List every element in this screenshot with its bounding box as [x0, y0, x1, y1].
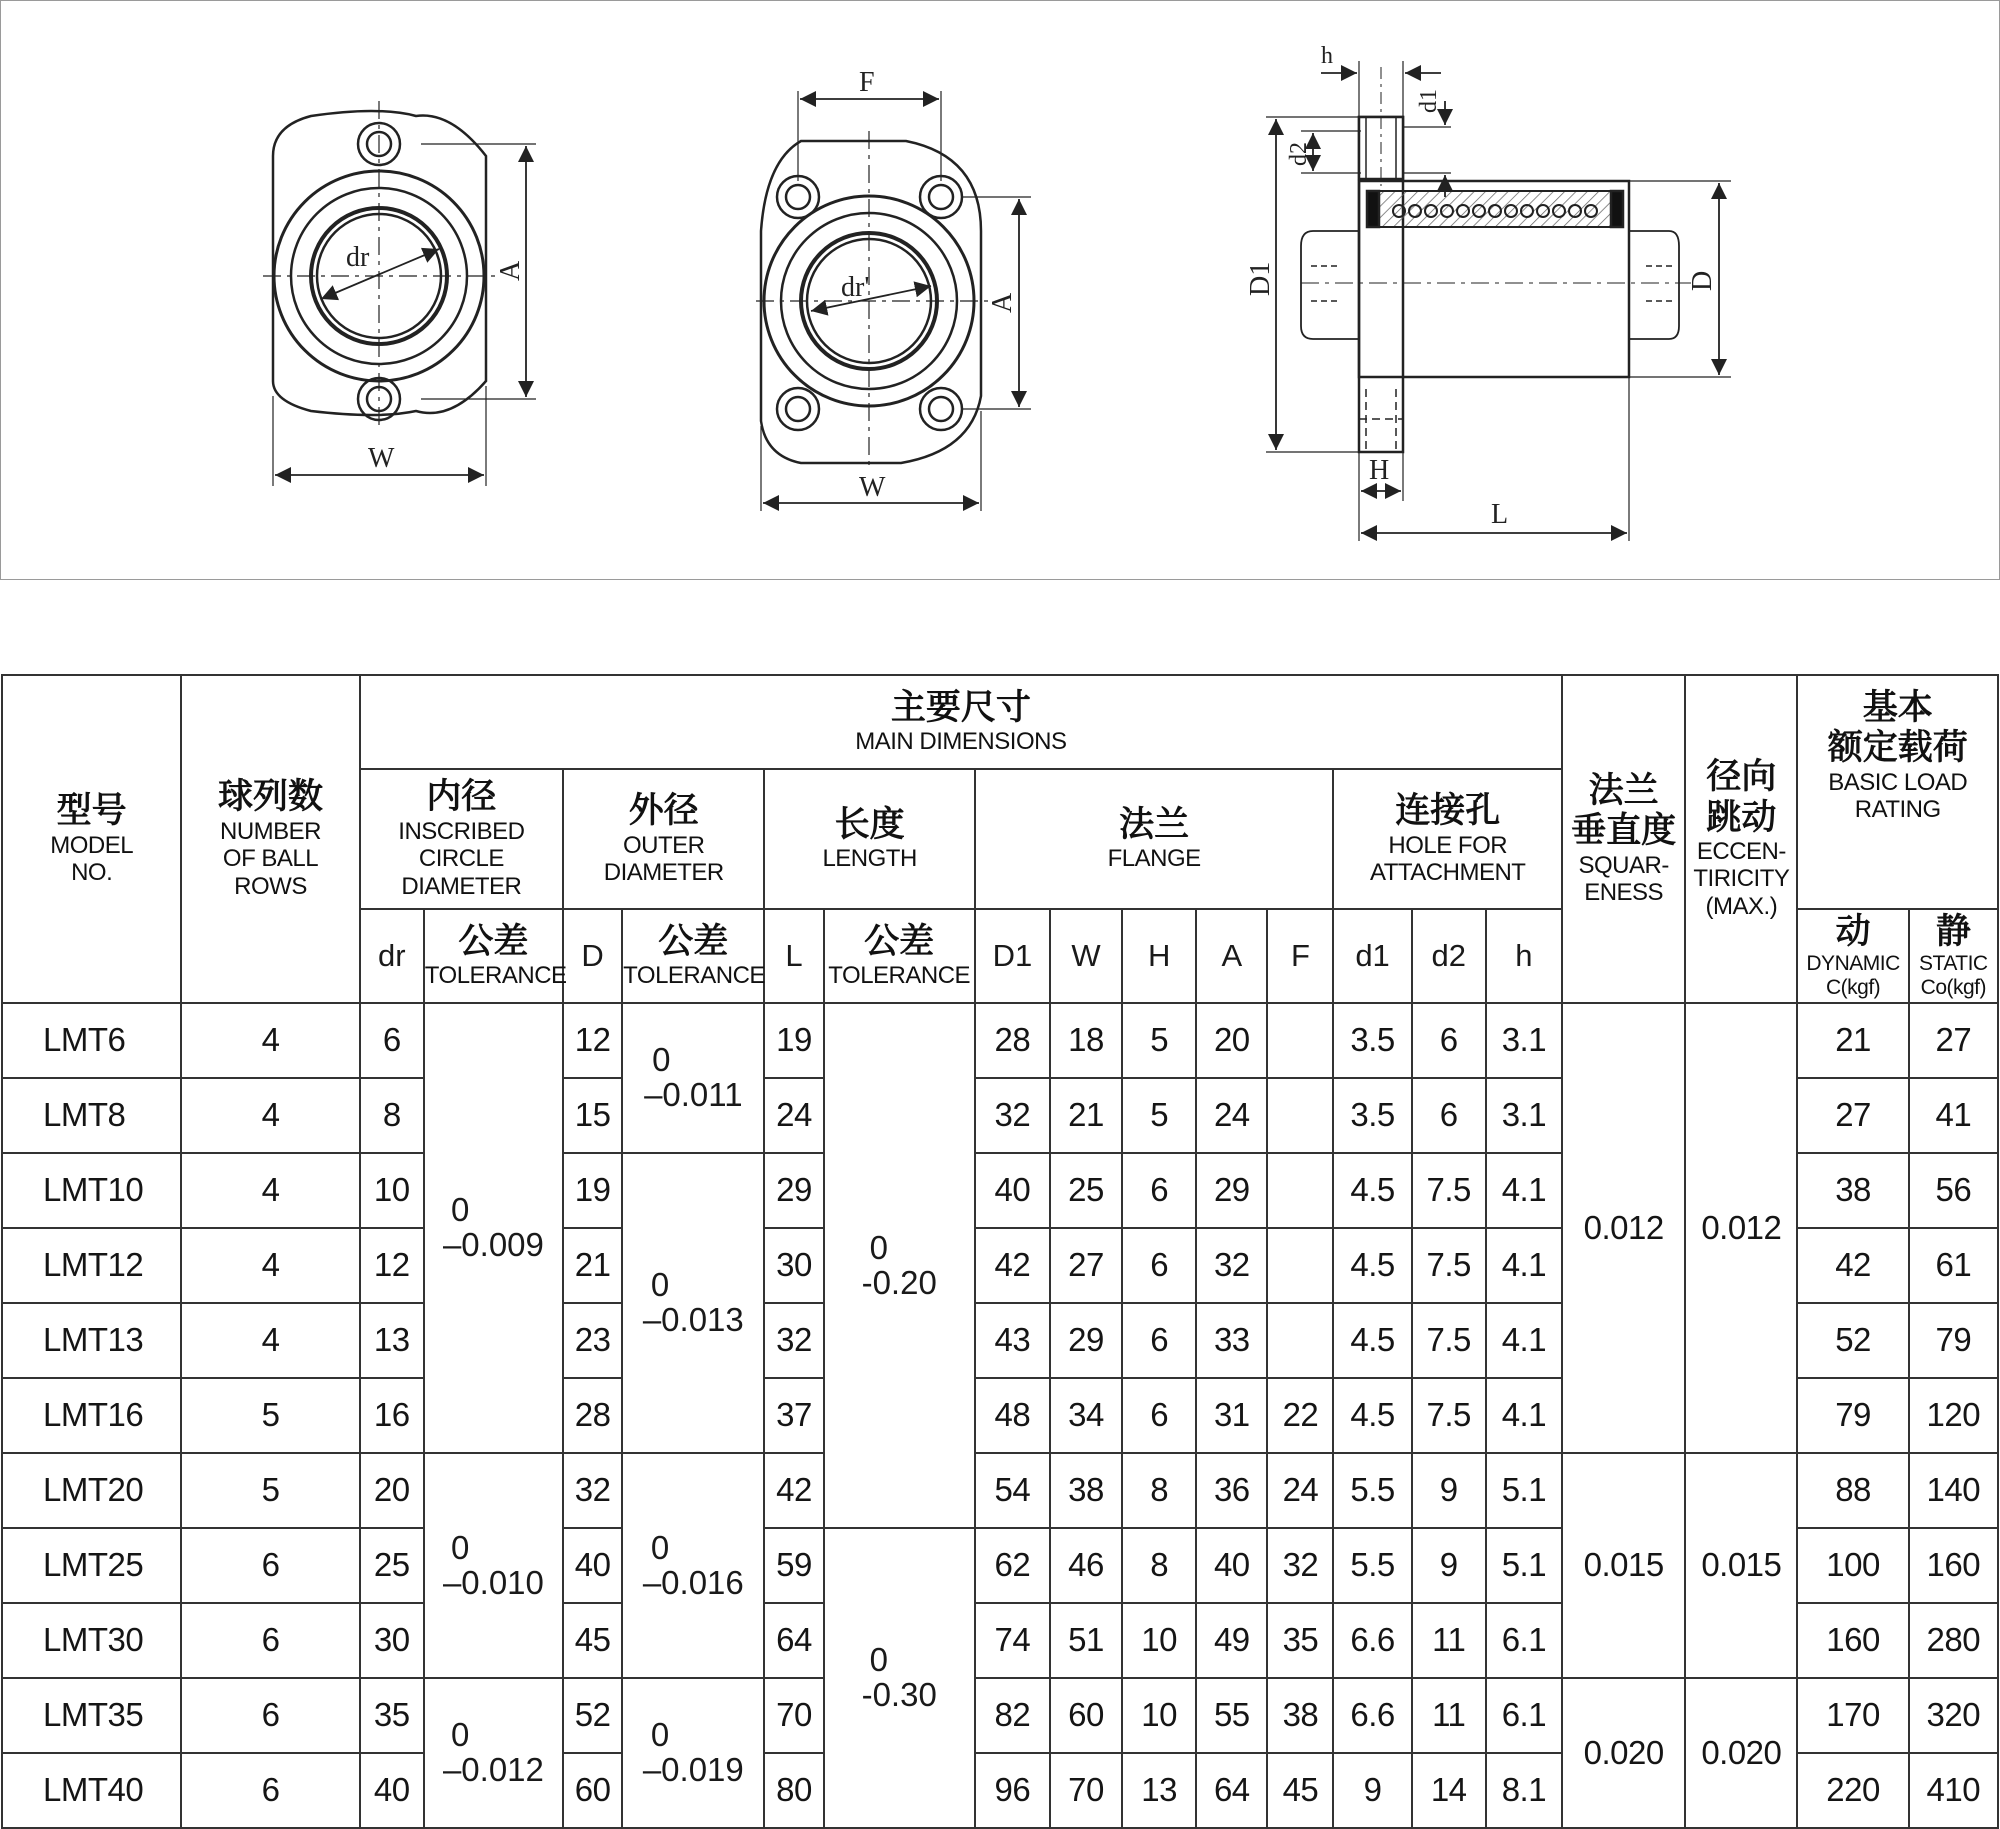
cell-balls: 6: [181, 1603, 359, 1678]
cell-dr: 35: [360, 1678, 424, 1753]
cell-dynamic: 38: [1797, 1153, 1908, 1228]
cell-d: 23: [563, 1303, 622, 1378]
cell-model: LMT30: [2, 1603, 181, 1678]
cell-d1-upper: 74: [975, 1603, 1050, 1678]
cell-model: LMT10: [2, 1153, 181, 1228]
l-label-side: L: [1491, 499, 1509, 530]
cell-dr: 25: [360, 1528, 424, 1603]
cell-h-upper: 10: [1122, 1603, 1196, 1678]
col-h: h: [1486, 909, 1562, 1003]
cell-d: 21: [563, 1228, 622, 1303]
cell-l: 30: [764, 1228, 823, 1303]
cell-f: 32: [1267, 1528, 1333, 1603]
cell-d: 52: [563, 1678, 622, 1753]
col-dr: dr: [360, 909, 424, 1003]
h-upper-label: H: [1369, 455, 1390, 486]
cell-d2: 11: [1412, 1678, 1486, 1753]
cell-l: 59: [764, 1528, 823, 1603]
cell-w: 34: [1050, 1378, 1122, 1453]
cell-d-tolerance: 0 –0.011: [622, 1003, 764, 1153]
cell-h: 4.1: [1486, 1228, 1562, 1303]
a-label-view1: A: [495, 260, 526, 281]
cell-f: [1267, 1153, 1333, 1228]
cell-d-tolerance: 0 –0.013: [622, 1153, 764, 1453]
cell-h: 3.1: [1486, 1003, 1562, 1078]
cell-d: 32: [563, 1453, 622, 1528]
squareness-header: 法兰 垂直度 SQUAR- ENESS: [1562, 675, 1685, 1003]
cell-h: 3.1: [1486, 1078, 1562, 1153]
cell-d1-upper: 48: [975, 1378, 1050, 1453]
cell-dr: 16: [360, 1378, 424, 1453]
cell-model: LMT25: [2, 1528, 181, 1603]
cell-d1: 4.5: [1333, 1153, 1411, 1228]
cell-dr: 30: [360, 1603, 424, 1678]
length-header: 长度 LENGTH: [764, 769, 974, 909]
cell-static: 27: [1909, 1003, 1998, 1078]
cell-d2: 9: [1412, 1528, 1486, 1603]
table-row: [2, 1453, 1998, 1528]
cell-l: 24: [764, 1078, 823, 1153]
cell-static: 56: [1909, 1153, 1998, 1228]
cell-d: 40: [563, 1528, 622, 1603]
cell-l: 19: [764, 1003, 823, 1078]
cell-a: 29: [1196, 1153, 1267, 1228]
dr-prime-label: dr': [841, 272, 870, 303]
cell-d1-upper: 43: [975, 1303, 1050, 1378]
cell-dynamic: 160: [1797, 1603, 1908, 1678]
col-d1-upper: D1: [975, 909, 1050, 1003]
cell-static: 79: [1909, 1303, 1998, 1378]
cell-d1: 3.5: [1333, 1003, 1411, 1078]
cell-dr: 8: [360, 1078, 424, 1153]
front-view-two-hole: [263, 101, 536, 486]
cell-a: 55: [1196, 1678, 1267, 1753]
cell-static: 61: [1909, 1228, 1998, 1303]
cell-dynamic: 27: [1797, 1078, 1908, 1153]
col-static: 静 STATIC Co(kgf): [1909, 909, 1998, 1003]
cell-a: 24: [1196, 1078, 1267, 1153]
eccentricity-header: 径向 跳动 ECCEN- TIRICITY (MAX.): [1685, 675, 1797, 1003]
cell-w: 60: [1050, 1678, 1122, 1753]
cell-static: 140: [1909, 1453, 1998, 1528]
cell-static: 120: [1909, 1378, 1998, 1453]
model-header: 型号 MODEL NO.: [2, 675, 181, 1003]
cell-d1-upper: 62: [975, 1528, 1050, 1603]
col-d2: d2: [1412, 909, 1486, 1003]
outer-diameter-header: 外径 OUTER DIAMETER: [563, 769, 764, 909]
d2-label: d2: [1286, 142, 1312, 166]
cell-d1-upper: 54: [975, 1453, 1050, 1528]
col-f: F: [1267, 909, 1333, 1003]
cell-l: 37: [764, 1378, 823, 1453]
cell-d1-upper: 28: [975, 1003, 1050, 1078]
side-section-view: [1266, 61, 1731, 541]
cell-model: LMT16: [2, 1378, 181, 1453]
cell-static: 41: [1909, 1078, 1998, 1153]
cell-dr: 6: [360, 1003, 424, 1078]
cell-squareness: 0.015: [1562, 1453, 1685, 1678]
ball-rows-header: 球列数 NUMBER OF BALL ROWS: [181, 675, 359, 1003]
cell-l: 64: [764, 1603, 823, 1678]
cell-h-upper: 5: [1122, 1078, 1196, 1153]
table-row: [2, 1678, 1998, 1753]
cell-w: 21: [1050, 1078, 1122, 1153]
cell-eccentricity: 0.020: [1685, 1678, 1797, 1828]
col-d-tolerance: 公差 TOLERANCE: [622, 909, 764, 1003]
cell-l: 32: [764, 1303, 823, 1378]
col-d1: d1: [1333, 909, 1411, 1003]
cell-static: 320: [1909, 1678, 1998, 1753]
cell-model: LMT13: [2, 1303, 181, 1378]
cell-eccentricity: 0.012: [1685, 1003, 1797, 1453]
cell-balls: 4: [181, 1153, 359, 1228]
cell-model: LMT12: [2, 1228, 181, 1303]
cell-w: 27: [1050, 1228, 1122, 1303]
cell-d1-upper: 40: [975, 1153, 1050, 1228]
cell-d2: 7.5: [1412, 1228, 1486, 1303]
col-dr-tolerance: 公差 TOLERANCE: [424, 909, 563, 1003]
cell-h-upper: 13: [1122, 1753, 1196, 1828]
cell-h-upper: 10: [1122, 1678, 1196, 1753]
cell-model: LMT8: [2, 1078, 181, 1153]
cell-l: 29: [764, 1153, 823, 1228]
inscribed-header: 内径 INSCRIBED CIRCLE DIAMETER: [360, 769, 563, 909]
load-rating-header: 基本 额定载荷 BASIC LOAD RATING: [1797, 675, 1998, 909]
w-label-view2: W: [859, 472, 886, 503]
cell-d2: 9: [1412, 1453, 1486, 1528]
cell-h: 5.1: [1486, 1453, 1562, 1528]
cell-h-upper: 8: [1122, 1528, 1196, 1603]
cell-dynamic: 100: [1797, 1528, 1908, 1603]
h-label-side: h: [1321, 43, 1333, 69]
cell-dynamic: 220: [1797, 1753, 1908, 1828]
cell-d2: 7.5: [1412, 1303, 1486, 1378]
cell-dynamic: 52: [1797, 1303, 1908, 1378]
cell-d1: 5.5: [1333, 1528, 1411, 1603]
cell-w: 51: [1050, 1603, 1122, 1678]
cell-h-upper: 6: [1122, 1303, 1196, 1378]
cell-d1: 4.5: [1333, 1228, 1411, 1303]
cell-static: 160: [1909, 1528, 1998, 1603]
cell-l-tolerance: 0 -0.20: [824, 1003, 975, 1528]
cell-d1: 5.5: [1333, 1453, 1411, 1528]
cell-d2: 11: [1412, 1603, 1486, 1678]
cell-balls: 4: [181, 1003, 359, 1078]
cell-dr-tolerance: 0 –0.012: [424, 1678, 563, 1828]
cell-dr-tolerance: 0 –0.010: [424, 1453, 563, 1678]
cell-model: LMT20: [2, 1453, 181, 1528]
cell-l: 80: [764, 1753, 823, 1828]
cell-w: 46: [1050, 1528, 1122, 1603]
d1-upper-label: D1: [1245, 261, 1276, 296]
flange-header: 法兰 FLANGE: [975, 769, 1334, 909]
col-l-tolerance: 公差 TOLERANCE: [824, 909, 975, 1003]
cell-a: 40: [1196, 1528, 1267, 1603]
cell-h-upper: 5: [1122, 1003, 1196, 1078]
cell-h-upper: 6: [1122, 1378, 1196, 1453]
a-label-view2: A: [987, 292, 1018, 313]
cell-static: 280: [1909, 1603, 1998, 1678]
cell-h: 4.1: [1486, 1303, 1562, 1378]
cell-h-upper: 8: [1122, 1453, 1196, 1528]
table-row: [2, 1003, 1998, 1078]
cell-d-tolerance: 0 –0.016: [622, 1453, 764, 1678]
cell-d1: 4.5: [1333, 1378, 1411, 1453]
cell-a: 64: [1196, 1753, 1267, 1828]
cell-d1-upper: 42: [975, 1228, 1050, 1303]
d1-label: d1: [1416, 89, 1442, 113]
cell-model: LMT35: [2, 1678, 181, 1753]
col-a: A: [1196, 909, 1267, 1003]
cell-d: 60: [563, 1753, 622, 1828]
cell-f: 35: [1267, 1603, 1333, 1678]
drawing-panel: [0, 0, 2000, 580]
cell-balls: 6: [181, 1528, 359, 1603]
cell-f: 45: [1267, 1753, 1333, 1828]
col-h-upper: H: [1122, 909, 1196, 1003]
cell-balls: 6: [181, 1753, 359, 1828]
cell-d1-upper: 96: [975, 1753, 1050, 1828]
cell-a: 32: [1196, 1228, 1267, 1303]
cell-dr: 12: [360, 1228, 424, 1303]
cell-model: LMT6: [2, 1003, 181, 1078]
w-label-view1: W: [368, 443, 395, 474]
cell-a: 36: [1196, 1453, 1267, 1528]
cell-balls: 4: [181, 1303, 359, 1378]
technical-drawing: [1, 1, 1999, 579]
cell-a: 31: [1196, 1378, 1267, 1453]
cell-f: 38: [1267, 1678, 1333, 1753]
cell-balls: 5: [181, 1453, 359, 1528]
cell-w: 25: [1050, 1153, 1122, 1228]
cell-d-tolerance: 0 –0.019: [622, 1678, 764, 1828]
cell-f: 22: [1267, 1378, 1333, 1453]
cell-dr: 13: [360, 1303, 424, 1378]
cell-f: [1267, 1303, 1333, 1378]
cell-a: 33: [1196, 1303, 1267, 1378]
cell-l-tolerance: 0 -0.30: [824, 1528, 975, 1828]
cell-d: 28: [563, 1378, 622, 1453]
cell-static: 410: [1909, 1753, 1998, 1828]
cell-l: 42: [764, 1453, 823, 1528]
cell-a: 49: [1196, 1603, 1267, 1678]
cell-h: 8.1: [1486, 1753, 1562, 1828]
cell-d2: 14: [1412, 1753, 1486, 1828]
cell-f: 24: [1267, 1453, 1333, 1528]
cell-h-upper: 6: [1122, 1228, 1196, 1303]
cell-dr: 40: [360, 1753, 424, 1828]
cell-dynamic: 42: [1797, 1228, 1908, 1303]
cell-d2: 6: [1412, 1078, 1486, 1153]
cell-dr: 20: [360, 1453, 424, 1528]
cell-dynamic: 21: [1797, 1003, 1908, 1078]
cell-h: 4.1: [1486, 1378, 1562, 1453]
spec-table: [1, 674, 1999, 1829]
cell-d1-upper: 32: [975, 1078, 1050, 1153]
cell-h: 6.1: [1486, 1603, 1562, 1678]
cell-d: 12: [563, 1003, 622, 1078]
cell-d: 15: [563, 1078, 622, 1153]
cell-d2: 7.5: [1412, 1378, 1486, 1453]
col-w: W: [1050, 909, 1122, 1003]
cell-d1: 3.5: [1333, 1078, 1411, 1153]
cell-h: 4.1: [1486, 1153, 1562, 1228]
f-label: F: [859, 67, 875, 98]
cell-h: 6.1: [1486, 1678, 1562, 1753]
cell-d: 45: [563, 1603, 622, 1678]
cell-eccentricity: 0.015: [1685, 1453, 1797, 1678]
cell-d1-upper: 82: [975, 1678, 1050, 1753]
cell-balls: 5: [181, 1378, 359, 1453]
cell-w: 29: [1050, 1303, 1122, 1378]
cell-h-upper: 6: [1122, 1153, 1196, 1228]
cell-balls: 4: [181, 1078, 359, 1153]
hole-header: 连接孔 HOLE FOR ATTACHMENT: [1333, 769, 1562, 909]
cell-l: 70: [764, 1678, 823, 1753]
cell-w: 18: [1050, 1003, 1122, 1078]
cell-d2: 6: [1412, 1003, 1486, 1078]
cell-d1: 4.5: [1333, 1303, 1411, 1378]
cell-d: 19: [563, 1153, 622, 1228]
cell-w: 38: [1050, 1453, 1122, 1528]
cell-model: LMT40: [2, 1753, 181, 1828]
cell-dr: 10: [360, 1153, 424, 1228]
cell-d1: 6.6: [1333, 1678, 1411, 1753]
cell-f: [1267, 1003, 1333, 1078]
cell-h: 5.1: [1486, 1528, 1562, 1603]
cell-d1: 9: [1333, 1753, 1411, 1828]
col-dynamic: 动 DYNAMIC C(kgf): [1797, 909, 1908, 1003]
cell-dynamic: 79: [1797, 1378, 1908, 1453]
cell-squareness: 0.020: [1562, 1678, 1685, 1828]
cell-d1: 6.6: [1333, 1603, 1411, 1678]
col-d: D: [563, 909, 622, 1003]
main-dimensions-header: 主要尺寸 MAIN DIMENSIONS: [360, 675, 1562, 769]
cell-dynamic: 170: [1797, 1678, 1908, 1753]
cell-dynamic: 88: [1797, 1453, 1908, 1528]
cell-a: 20: [1196, 1003, 1267, 1078]
cell-squareness: 0.012: [1562, 1003, 1685, 1453]
cell-balls: 6: [181, 1678, 359, 1753]
cell-f: [1267, 1078, 1333, 1153]
cell-w: 70: [1050, 1753, 1122, 1828]
cell-f: [1267, 1228, 1333, 1303]
cell-d2: 7.5: [1412, 1153, 1486, 1228]
dr-label: dr: [346, 242, 370, 273]
cell-dr-tolerance: 0 –0.009: [424, 1003, 563, 1453]
cell-balls: 4: [181, 1228, 359, 1303]
col-l: L: [764, 909, 823, 1003]
d-label-side: D: [1687, 270, 1718, 291]
spec-table-wrap: [1, 674, 1999, 1822]
